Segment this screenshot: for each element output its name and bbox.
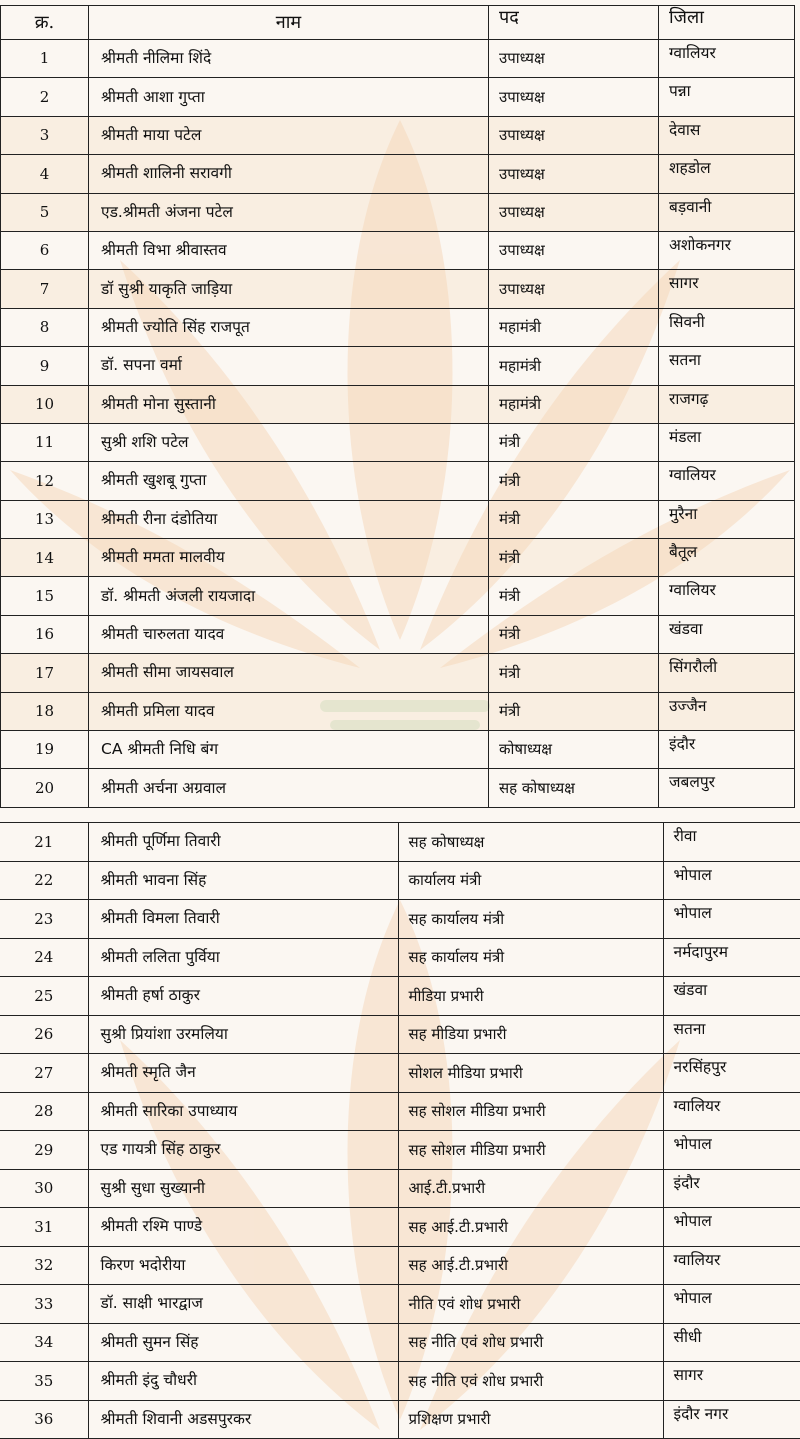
serial-cell: 19 — [1, 731, 89, 769]
serial-cell: 26 — [0, 1015, 88, 1054]
name-cell: श्रीमती प्रमिला यादव — [89, 692, 489, 730]
name-cell: श्रीमती सारिका उपाध्याय — [88, 1092, 398, 1131]
name-cell: श्रीमती ममता मालवीय — [89, 539, 489, 577]
name-cell: श्रीमती रीना दंडोतिया — [89, 500, 489, 538]
district-cell: नर्मदापुरम — [663, 938, 800, 977]
district-cell: भोपाल — [663, 900, 800, 939]
serial-cell: 28 — [0, 1092, 88, 1131]
district-cell: ग्वालियर — [663, 1092, 800, 1131]
serial-cell: 17 — [1, 654, 89, 692]
table-row — [0, 977, 800, 1016]
post-cell: सह आई.टी.प्रभारी — [398, 1246, 663, 1285]
district-cell: बड़वानी — [659, 193, 795, 231]
table-row — [1, 308, 795, 346]
name-cell: सुश्री सुधा सुख्यानी — [88, 1169, 398, 1208]
name-cell: सुश्री प्रियांशा उरमलिया — [88, 1015, 398, 1054]
post-cell: नीति एवं शोध प्रभारी — [398, 1285, 663, 1324]
header-serial: क्र. — [1, 6, 89, 40]
serial-cell: 20 — [1, 769, 89, 807]
serial-cell: 5 — [1, 193, 89, 231]
post-cell: प्रशिक्षण प्रभारी — [398, 1400, 663, 1439]
post-cell: सह कार्यालय मंत्री — [398, 938, 663, 977]
district-cell: ग्वालियर — [659, 462, 795, 500]
table-row — [0, 900, 800, 939]
name-cell: श्रीमती विभा श्रीवास्तव — [89, 231, 489, 269]
post-cell: मंत्री — [489, 500, 659, 538]
serial-cell: 8 — [1, 308, 89, 346]
serial-cell: 29 — [0, 1131, 88, 1170]
name-cell: श्रीमती पूर्णिमा तिवारी — [88, 823, 398, 862]
post-cell: मीडिया प्रभारी — [398, 977, 663, 1016]
serial-cell: 14 — [1, 539, 89, 577]
serial-cell: 30 — [0, 1169, 88, 1208]
name-cell: श्रीमती शालिनी सरावगी — [89, 155, 489, 193]
district-cell: देवास — [659, 116, 795, 154]
post-cell: सोशल मीडिया प्रभारी — [398, 1054, 663, 1093]
serial-cell: 25 — [0, 977, 88, 1016]
name-cell: श्रीमती मोना सुस्तानी — [89, 385, 489, 423]
table-row — [1, 231, 795, 269]
member-table-part-1 — [0, 5, 795, 808]
district-cell: ग्वालियर — [663, 1246, 800, 1285]
post-cell: उपाध्यक्ष — [489, 193, 659, 231]
name-cell: श्रीमती ललिता पुर्विया — [88, 938, 398, 977]
serial-cell: 22 — [0, 861, 88, 900]
district-cell: राजगढ़ — [659, 385, 795, 423]
serial-cell: 10 — [1, 385, 89, 423]
post-cell: मंत्री — [489, 615, 659, 653]
serial-cell: 21 — [0, 823, 88, 862]
serial-cell: 7 — [1, 270, 89, 308]
post-cell: सह नीति एवं शोध प्रभारी — [398, 1323, 663, 1362]
table-row — [1, 116, 795, 154]
table-header-row — [1, 6, 795, 40]
post-cell: उपाध्यक्ष — [489, 40, 659, 78]
post-cell: सह सोशल मीडिया प्रभारी — [398, 1092, 663, 1131]
name-cell: श्रीमती सीमा जायसवाल — [89, 654, 489, 692]
header-district: जिला — [659, 6, 795, 40]
post-cell: सह मीडिया प्रभारी — [398, 1015, 663, 1054]
name-cell: श्रीमती हर्षा ठाकुर — [88, 977, 398, 1016]
district-cell: सागर — [663, 1362, 800, 1401]
table-row — [1, 539, 795, 577]
table-row — [0, 1092, 800, 1131]
header-post: पद — [489, 6, 659, 40]
name-cell: श्रीमती रश्मि पाण्डे — [88, 1208, 398, 1247]
district-cell: नरसिंहपुर — [663, 1054, 800, 1093]
name-cell: डॉ. साक्षी भारद्वाज — [88, 1285, 398, 1324]
header-name: नाम — [89, 6, 489, 40]
table-row — [1, 423, 795, 461]
district-cell: खंडवा — [659, 615, 795, 653]
table-row — [0, 1362, 800, 1401]
post-cell: कार्यालय मंत्री — [398, 861, 663, 900]
post-cell: मंत्री — [489, 577, 659, 615]
serial-cell: 16 — [1, 615, 89, 653]
district-cell: इंदौर — [659, 731, 795, 769]
post-cell: मंत्री — [489, 462, 659, 500]
district-cell: भोपाल — [663, 1285, 800, 1324]
serial-cell: 15 — [1, 577, 89, 615]
table-row — [0, 861, 800, 900]
district-cell: जबलपुर — [659, 769, 795, 807]
district-cell: उज्जैन — [659, 692, 795, 730]
post-cell: उपाध्यक्ष — [489, 78, 659, 116]
district-cell: सीधी — [663, 1323, 800, 1362]
post-cell: सह सोशल मीडिया प्रभारी — [398, 1131, 663, 1170]
serial-cell: 27 — [0, 1054, 88, 1093]
name-cell: श्रीमती अर्चना अग्रवाल — [89, 769, 489, 807]
district-cell: मंडला — [659, 423, 795, 461]
name-cell: श्रीमती नीलिमा शिंदे — [89, 40, 489, 78]
serial-cell: 24 — [0, 938, 88, 977]
serial-cell: 13 — [1, 500, 89, 538]
serial-cell: 18 — [1, 692, 89, 730]
serial-cell: 3 — [1, 116, 89, 154]
district-cell: पन्ना — [659, 78, 795, 116]
post-cell: महामंत्री — [489, 308, 659, 346]
district-cell: सिंगरौली — [659, 654, 795, 692]
post-cell: सह नीति एवं शोध प्रभारी — [398, 1362, 663, 1401]
name-cell: श्रीमती सुमन सिंह — [88, 1323, 398, 1362]
name-cell: श्रीमती खुशबू गुप्ता — [89, 462, 489, 500]
table-row — [1, 577, 795, 615]
serial-cell: 11 — [1, 423, 89, 461]
table-row — [1, 654, 795, 692]
name-cell: डॉ सुश्री याकृति जाड़िया — [89, 270, 489, 308]
post-cell: मंत्री — [489, 654, 659, 692]
post-cell: उपाध्यक्ष — [489, 155, 659, 193]
district-cell: ग्वालियर — [659, 577, 795, 615]
table-row — [0, 1169, 800, 1208]
post-cell: महामंत्री — [489, 347, 659, 385]
name-cell: श्रीमती स्मृति जैन — [88, 1054, 398, 1093]
serial-cell: 36 — [0, 1400, 88, 1439]
district-cell: सतना — [659, 347, 795, 385]
district-cell: ग्वालियर — [659, 40, 795, 78]
serial-cell: 31 — [0, 1208, 88, 1247]
post-cell: मंत्री — [489, 692, 659, 730]
table-row — [1, 615, 795, 653]
name-cell: श्रीमती माया पटेल — [89, 116, 489, 154]
table-row — [0, 1131, 800, 1170]
table-row — [0, 823, 800, 862]
post-cell: मंत्री — [489, 423, 659, 461]
name-cell: श्रीमती शिवानी अडसपुरकर — [88, 1400, 398, 1439]
serial-cell: 12 — [1, 462, 89, 500]
name-cell: एड.श्रीमती अंजना पटेल — [89, 193, 489, 231]
table-row — [0, 1054, 800, 1093]
post-cell: उपाध्यक्ष — [489, 270, 659, 308]
member-table-part-2 — [0, 822, 800, 1439]
serial-cell: 32 — [0, 1246, 88, 1285]
table-row — [1, 500, 795, 538]
district-cell: रीवा — [663, 823, 800, 862]
name-cell: किरण भदोरीया — [88, 1246, 398, 1285]
district-cell: सिवनी — [659, 308, 795, 346]
district-cell: सतना — [663, 1015, 800, 1054]
name-cell: श्रीमती आशा गुप्ता — [89, 78, 489, 116]
post-cell: उपाध्यक्ष — [489, 231, 659, 269]
post-cell: महामंत्री — [489, 385, 659, 423]
serial-cell: 33 — [0, 1285, 88, 1324]
serial-cell: 6 — [1, 231, 89, 269]
name-cell: श्रीमती भावना सिंह — [88, 861, 398, 900]
district-cell: भोपाल — [663, 861, 800, 900]
district-cell: मुरैना — [659, 500, 795, 538]
serial-cell: 2 — [1, 78, 89, 116]
table-row — [1, 769, 795, 807]
table-row — [0, 1246, 800, 1285]
district-cell: खंडवा — [663, 977, 800, 1016]
name-cell: श्रीमती विमला तिवारी — [88, 900, 398, 939]
serial-cell: 4 — [1, 155, 89, 193]
table-row — [0, 1323, 800, 1362]
table-row — [1, 78, 795, 116]
table-row — [0, 1285, 800, 1324]
table-row — [1, 462, 795, 500]
table-row — [1, 692, 795, 730]
district-cell: भोपाल — [663, 1208, 800, 1247]
name-cell: एड गायत्री सिंह ठाकुर — [88, 1131, 398, 1170]
district-cell: सागर — [659, 270, 795, 308]
name-cell: डॉ. सपना वर्मा — [89, 347, 489, 385]
table-row — [1, 193, 795, 231]
table-row — [0, 1208, 800, 1247]
name-cell: श्रीमती ज्योति सिंह राजपूत — [89, 308, 489, 346]
table-row — [1, 40, 795, 78]
table-row — [0, 938, 800, 977]
post-cell: मंत्री — [489, 539, 659, 577]
name-cell: श्रीमती चारुलता यादव — [89, 615, 489, 653]
district-cell: बैतूल — [659, 539, 795, 577]
serial-cell: 23 — [0, 900, 88, 939]
table-row — [1, 731, 795, 769]
serial-cell: 9 — [1, 347, 89, 385]
serial-cell: 1 — [1, 40, 89, 78]
name-cell: सुश्री शशि पटेल — [89, 423, 489, 461]
serial-cell: 34 — [0, 1323, 88, 1362]
district-cell: शहडोल — [659, 155, 795, 193]
district-cell: अशोकनगर — [659, 231, 795, 269]
post-cell: आई.टी.प्रभारी — [398, 1169, 663, 1208]
table-row — [1, 155, 795, 193]
table-row — [1, 270, 795, 308]
serial-cell: 35 — [0, 1362, 88, 1401]
post-cell: सह कोषाध्यक्ष — [489, 769, 659, 807]
post-cell: उपाध्यक्ष — [489, 116, 659, 154]
post-cell: सह कोषाध्यक्ष — [398, 823, 663, 862]
post-cell: सह आई.टी.प्रभारी — [398, 1208, 663, 1247]
post-cell: सह कार्यालय मंत्री — [398, 900, 663, 939]
table-row — [0, 1400, 800, 1439]
district-cell: इंदौर नगर — [663, 1400, 800, 1439]
table-row — [1, 347, 795, 385]
district-cell: इंदौर — [663, 1169, 800, 1208]
table-row — [1, 385, 795, 423]
name-cell: CA श्रीमती निधि बंग — [89, 731, 489, 769]
district-cell: भोपाल — [663, 1131, 800, 1170]
table-row — [0, 1015, 800, 1054]
name-cell: श्रीमती इंदु चौधरी — [88, 1362, 398, 1401]
name-cell: डॉ. श्रीमती अंजली रायजादा — [89, 577, 489, 615]
post-cell: कोषाध्यक्ष — [489, 731, 659, 769]
